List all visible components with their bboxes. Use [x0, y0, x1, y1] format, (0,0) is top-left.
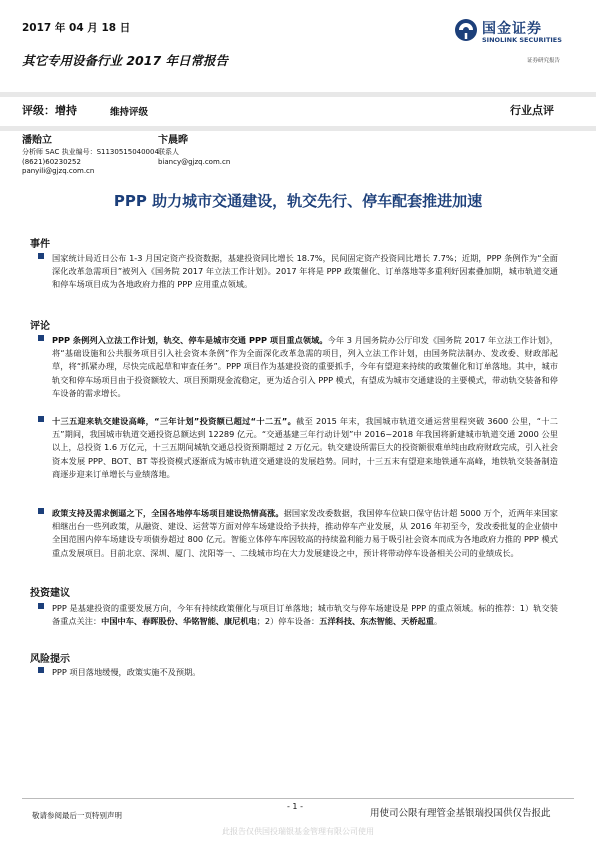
comment-3-text: 据国家发改委数据，我国停车位缺口保守估计超 5000 万个，近两年来国家相继出台一些列政策，从融资、建设、运营等方面对停车场建设给予扶持，推动停车产业发展，从 2016 年初至今，发改委批复的企业债中全国范围内停车场建设专项债券超过 800 亿元。智能立体停车库因较高的持续盈利能力易于吸引社会资本而成为各地政府力推的 PPP 模式重点发展项目。目前北京、深圳、厦门、沈阳等一、二线城市均在大力发展建设之中，预计将带动停车设备相关公司的业绩成长。 — [52, 508, 558, 558]
rating-label: 评级：增持 — [22, 104, 77, 117]
section-heading-invest: 投资建议 — [30, 588, 70, 599]
author-name: 潘贻立 — [22, 135, 52, 146]
author-email[interactable]: biancy@gjzq.com.cn — [158, 157, 231, 166]
invest-picks-rail: 中国中车、春晖股份、华铭智能、康尼机电 — [101, 616, 257, 627]
bullet-icon — [38, 508, 44, 514]
main-title: PPP 助力城市交通建设，轨交先行、停车配套推进加速 — [113, 192, 483, 210]
header-divider-bottom — [0, 126, 596, 131]
report-date: 2017 年 04 月 18 日 — [22, 22, 131, 34]
brand-name-en: SINOLINK SECURITIES — [482, 36, 562, 44]
header-divider-top — [0, 92, 596, 97]
comment-1-text: 今年 3 月国务院办公厅印发《国务院 2017 年立法工作计划》，将“基础设施和公共服务项目引入社会资本条例”作为全面深化改革急需的项目，列入立法工作计划，由国务院法制办、发改委、财政部起草，将“抓紧办理，尽快完成起草和审查任务”。PPP 项目作为基建投资的重要抓手，今年有望迎来持续的政策催化和订单落地。其中，城市轨交和停车场项目由于投资额较大、项目预期现金流稳定，更为适合引入 PPP 模式，有望成为城市交通建设的主要模式，带动轨交装备和停车设备的需求增长。 — [52, 335, 558, 398]
brand-logo — [454, 16, 584, 66]
comment-paragraph-3 — [52, 507, 558, 560]
bullet-icon — [38, 335, 44, 341]
brand-name-cn: 国金证券 — [482, 21, 542, 37]
risk-paragraph — [52, 666, 558, 679]
author-role: 联系人 — [158, 148, 179, 156]
bullet-icon — [38, 603, 44, 609]
watermark: 此报告仅供国投瑞银基金管理有限公司使用 — [222, 827, 374, 836]
footer-disclaimer: 用使司公限有理管金基银瑞投国供仅告报此 — [370, 808, 551, 819]
bullet-icon — [38, 416, 44, 422]
author-sac: 分析师 SAC 执业编号：S1130515040004 — [22, 148, 159, 156]
report-type: 行业点评 — [510, 104, 554, 117]
comment-paragraph-2 — [52, 415, 558, 481]
invest-paragraph — [52, 602, 558, 628]
report-series-title: 其它专用设备行业 2017 年日常报告 — [22, 53, 228, 68]
author-email[interactable]: panyili@gjzq.com.cn — [22, 167, 95, 175]
author-2 — [158, 134, 230, 167]
invest-text: PPP 是基建投资的重要发展方向，今年有持续政策催化与项目订单落地；城市轨交与停车场建设是 PPP 的重点领域。标的推荐：1）轨交装备重点关注： — [52, 603, 558, 627]
bullet-icon — [38, 667, 44, 673]
comment-2-text: 截至 2015 年末，我国城市轨道交通运营里程突破 3600 公里，“十二五”期间，我国城市轨道交通投资总额达到 12289 亿元。“交通基建三年行动计划”中 2016~2018 年我国将新建城市轨道交通 2000 公里以上，总投资 1.6 万亿元，十三五期间城轨交通总投资预期超过 2 万亿元。轨交建设所需巨大的投资额很难单纯由政府财政完成，引入社会资本发展 PPP、BOT、BT 等投资模式逐渐成为城市轨道交通建设的发展趋势。同时，十三五末有望迎来地铁通车高峰，地铁轨交装备制造商逐步迎来订单增长与业绩落地。 — [52, 416, 558, 479]
comment-3-lead: 政策支持及需求倒逼之下，全国各地停车场项目建设热情高涨。 — [52, 508, 284, 518]
event-paragraph — [52, 252, 558, 292]
comment-paragraph-1 — [52, 334, 558, 400]
footer-divider — [22, 798, 574, 799]
rating-maintain: 维持评级 — [110, 107, 149, 118]
author-name: 卞晨晔 — [158, 135, 188, 146]
sinolink-logo-icon — [454, 18, 478, 42]
page-number: - 1 - — [287, 802, 303, 811]
section-heading-risk: 风险提示 — [30, 654, 70, 665]
brand-tagline: 证券研究报告 — [527, 58, 561, 64]
author-1 — [22, 134, 159, 177]
invest-text-mid: ；2）停车设备： — [256, 616, 320, 627]
bullet-icon — [38, 253, 44, 259]
risk-text: PPP 项目落地缓慢，政策实施不及预期。 — [52, 667, 201, 677]
author-phone: (8621)60230252 — [22, 157, 81, 166]
comment-1-lead: PPP 条例列入立法工作计划，轨交、停车是城市交通 PPP 项目重点领域。 — [52, 335, 328, 345]
section-heading-event: 事件 — [30, 239, 50, 250]
section-heading-comment: 评论 — [30, 321, 50, 332]
footer-notice: 敬请参阅最后一页特别声明 — [32, 811, 122, 820]
invest-text-end: 。 — [433, 616, 443, 627]
event-text: 国家统计局近日公布 1-3 月国定资产投资数据，基建投资同比增长 18.7%，民间固定资产投资同比增长 7.7%；近期，PPP 条例作为“全面深化改革急需项目”被列入《国务院 2017 年立法工作计划》。2017 年将是 PPP 政策催化、订单落地等多重利好因素叠加期，城市轨道交通和停车场项目成为各地政府力推的 PPP 应用重点领域。 — [52, 253, 558, 290]
comment-2-lead: 十三五迎来轨交建设高峰，“三年计划”投资额已超过“十二五”。 — [52, 416, 297, 426]
invest-picks-parking: 五洋科技、东杰智能、天桥起重 — [319, 616, 434, 627]
